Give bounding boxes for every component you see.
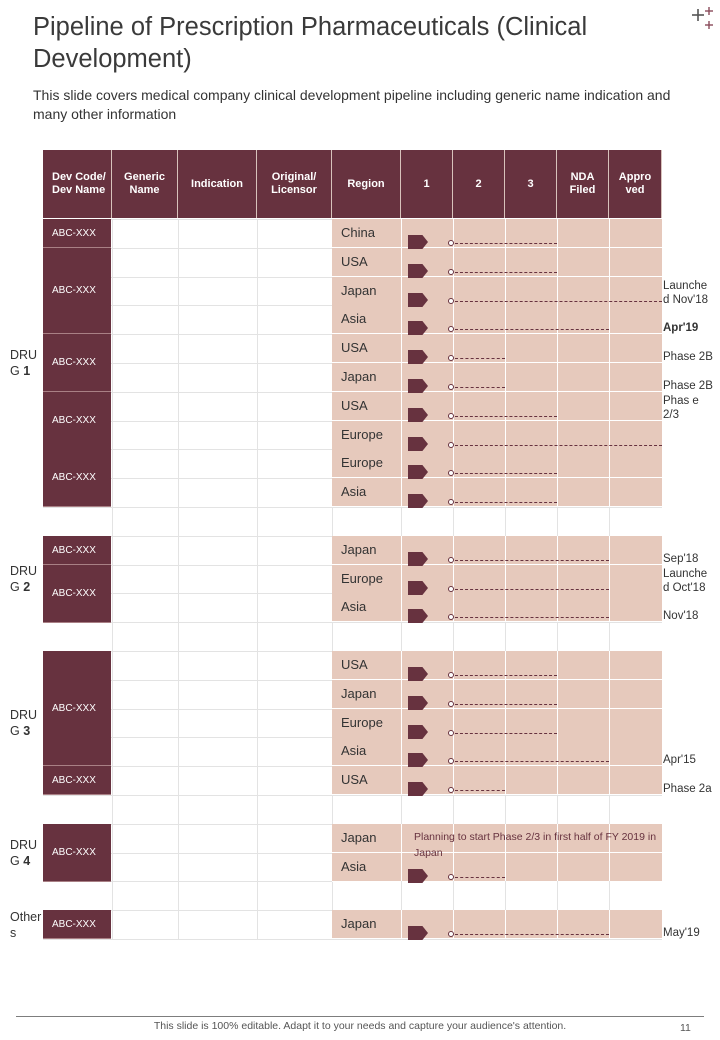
drug-label: Other s [10,910,42,940]
progress-start-dot [448,442,454,448]
progress-dashed-line [455,877,505,878]
progress-start-dot [448,384,454,390]
dev-code-cell: ABC-XXX [43,334,111,392]
milestone-note: Phase 2B [663,351,713,363]
milestone-note: Apr'15 [663,754,696,766]
progress-dashed-line [455,243,557,244]
stage-separator [401,824,402,853]
region-label: Japan [341,686,377,701]
progress-dashed-line [455,445,662,446]
stage-separator [401,680,402,709]
grid-line [401,881,402,910]
progress-start-dot [448,470,454,476]
milestone-note: Sep'18 [663,553,699,565]
stage-separator [609,219,610,248]
milestone-note: Launche d Oct'18 [663,568,708,594]
stage-separator [505,334,506,363]
stage-separator [401,853,402,882]
drug-label: DRU G 2 [10,564,38,594]
grid-line [453,622,454,651]
planning-note: Planning to start Phase 2/3 in first half of FY 2019 in Japan [414,831,657,859]
stage-separator [401,248,402,277]
stage-separator [557,766,558,795]
stage-separator [609,709,610,738]
progress-dashed-line [455,733,557,734]
grid-line [557,507,558,536]
region-label: Europe [341,427,383,442]
grid-line [609,795,610,824]
progress-start-dot [448,499,454,505]
page-subtitle: This slide covers medical company clinical development pipeline including generic name indication and many other information [33,87,671,122]
progress-dashed-line [455,589,609,590]
progress-dashed-line [455,329,609,330]
dev-code-cell: ABC-XXX [43,910,111,939]
stage-separator [401,449,402,478]
progress-start-dot [448,557,454,563]
region-label: Japan [341,369,377,384]
grid-line [111,824,332,825]
grid-line [43,622,662,623]
stage-separator [557,449,558,478]
grid-line [111,910,332,911]
region-label: Europe [341,455,383,470]
progress-dashed-line [455,272,557,273]
page-title: Pipeline of Prescription Pharmaceuticals (Clinical Development) [33,13,588,73]
grid-line [401,507,402,536]
stage-separator [401,651,402,680]
page-number: 11 [680,1022,691,1034]
region-label: Asia [341,859,367,874]
grid-line [43,939,662,940]
stage-separator [609,363,610,392]
region-label: USA [341,340,368,355]
column-header: Original/ Licensor [257,150,332,218]
stage-separator [557,219,558,248]
stage-separator [609,305,610,334]
dev-code-cell: ABC-XXX [43,766,111,795]
stage-separator [401,910,402,939]
stage-separator [401,277,402,306]
progress-start-dot [448,701,454,707]
dev-code-cell: ABC-XXX [43,536,111,565]
dev-code-cell: ABC-XXX [43,651,111,766]
progress-dashed-line [455,790,505,791]
stage-separator [401,392,402,421]
dev-code-cell: ABC-XXX [43,824,111,882]
progress-dashed-line [455,675,557,676]
column-header: Generic Name [112,150,178,218]
region-label: Japan [341,283,377,298]
stage-separator [505,766,506,795]
drug-label: DRU G 3 [10,708,38,738]
grid-line [111,449,332,450]
progress-start-dot [448,758,454,764]
drug-label: DRU G 4 [10,838,38,868]
progress-dashed-line [455,416,557,417]
milestone-note: Nov'18 [663,610,699,622]
drug-label: DRU G 1 [10,348,38,378]
progress-dashed-line [455,617,609,618]
grid-line [111,853,332,854]
stage-separator [557,651,558,680]
grid-line [178,219,179,939]
stage-separator [609,737,610,766]
progress-start-dot [448,730,454,736]
dev-code-cell: ABC-XXX [43,248,111,334]
grid-line [111,334,332,335]
grid-line [111,737,332,738]
stage-separator [401,421,402,450]
dev-code-cell: ABC-XXX [43,449,111,507]
progress-dashed-line [455,934,609,935]
stage-separator [609,565,610,594]
region-label: USA [341,254,368,269]
grid-line [111,305,332,306]
stage-separator [609,449,610,478]
grid-line [111,680,332,681]
grid-line [111,651,332,652]
footer-text: This slide is 100% editable. Adapt it to your needs and capture your audience's attention. [153,1020,567,1032]
region-label: Japan [341,916,377,931]
progress-dashed-line [455,761,609,762]
stage-separator [557,334,558,363]
column-header: Indication [178,150,257,218]
stage-separator [401,363,402,392]
progress-dashed-line [455,473,557,474]
progress-dashed-line [455,560,609,561]
progress-start-dot [448,326,454,332]
grid-line [111,277,332,278]
grid-line [401,795,402,824]
grid-line [557,622,558,651]
progress-start-dot [448,931,454,937]
grid-line [505,622,506,651]
dev-code-cell: ABC-XXX [43,392,111,450]
stage-separator [401,536,402,565]
progress-dashed-line [455,704,557,705]
column-header: 1 [401,150,453,218]
stage-separator [557,392,558,421]
progress-start-dot [448,672,454,678]
stage-separator [505,363,506,392]
column-header: 3 [505,150,557,218]
region-label: USA [341,772,368,787]
grid-line [401,622,402,651]
milestone-note: Phase 2a [663,783,712,795]
grid-line [111,565,332,566]
grid-line [557,881,558,910]
stage-separator [609,651,610,680]
stage-separator [609,536,610,565]
region-label: Asia [341,484,367,499]
grid-line [257,219,258,939]
stage-separator [609,766,610,795]
stage-separator [609,593,610,622]
progress-start-dot [448,787,454,793]
stage-separator [609,334,610,363]
grid-line [111,363,332,364]
dev-code-cell: ABC-XXX [43,565,111,623]
grid-line [505,507,506,536]
progress-start-dot [448,298,454,304]
column-header: Appro ved [609,150,662,218]
column-header: Region [332,150,401,218]
stage-separator [401,219,402,248]
dev-code-cell: ABC-XXX [43,219,111,248]
region-label: Japan [341,542,377,557]
stage-separator [557,478,558,507]
grid-line [609,622,610,651]
grid-line [609,881,610,910]
stage-separator [401,334,402,363]
stage-separator [401,478,402,507]
stage-separator [609,392,610,421]
grid-line [609,507,610,536]
region-label: Europe [341,715,383,730]
grid-line [505,881,506,910]
stage-separator [609,680,610,709]
region-label: Asia [341,743,367,758]
column-header: Dev Code/ Dev Name [43,150,112,218]
progress-start-dot [448,240,454,246]
grid-line [111,709,332,710]
region-label: Japan [341,830,377,845]
stage-separator [401,766,402,795]
stage-separator [609,478,610,507]
progress-start-dot [448,355,454,361]
footer-divider [16,1016,704,1017]
region-label: Asia [341,311,367,326]
progress-dashed-line [455,358,505,359]
grid-line [111,478,332,479]
grid-line [111,219,332,220]
milestone-note: Apr'19 [663,322,699,334]
grid-line [453,881,454,910]
region-label: USA [341,657,368,672]
progress-start-dot [448,269,454,275]
milestone-note: Phas e 2/3 [663,395,699,421]
grid-line [111,536,332,537]
progress-start-dot [448,413,454,419]
grid-line [43,795,662,796]
stage-separator [401,593,402,622]
milestone-note: Launche d Nov'18 [663,280,709,306]
stage-separator [557,709,558,738]
stage-separator [401,305,402,334]
grid-line [453,507,454,536]
column-header: 2 [453,150,505,218]
region-label: China [341,225,375,240]
region-label: Asia [341,599,367,614]
grid-line [505,795,506,824]
stage-separator [557,363,558,392]
progress-start-dot [448,586,454,592]
progress-dashed-line [455,387,505,388]
stage-separator [401,709,402,738]
grid-line [112,219,113,939]
grid-line [111,392,332,393]
milestone-note: Phase 2B [663,380,713,392]
progress-dashed-line [455,502,557,503]
grid-line [111,593,332,594]
stage-separator [401,565,402,594]
stage-separator [557,680,558,709]
stage-separator [557,248,558,277]
stage-separator [609,248,610,277]
progress-start-dot [448,614,454,620]
grid-line [111,766,332,767]
stage-separator [609,910,610,939]
column-header: NDA Filed [557,150,609,218]
progress-start-dot [448,874,454,880]
milestone-note: May'19 [663,927,700,939]
region-label: Europe [341,571,383,586]
grid-line [557,795,558,824]
stage-separator [401,737,402,766]
grid-line [111,421,332,422]
region-label: USA [341,398,368,413]
grid-line [453,795,454,824]
grid-line [111,248,332,249]
progress-dashed-line [455,301,662,302]
grid-line [43,507,662,508]
